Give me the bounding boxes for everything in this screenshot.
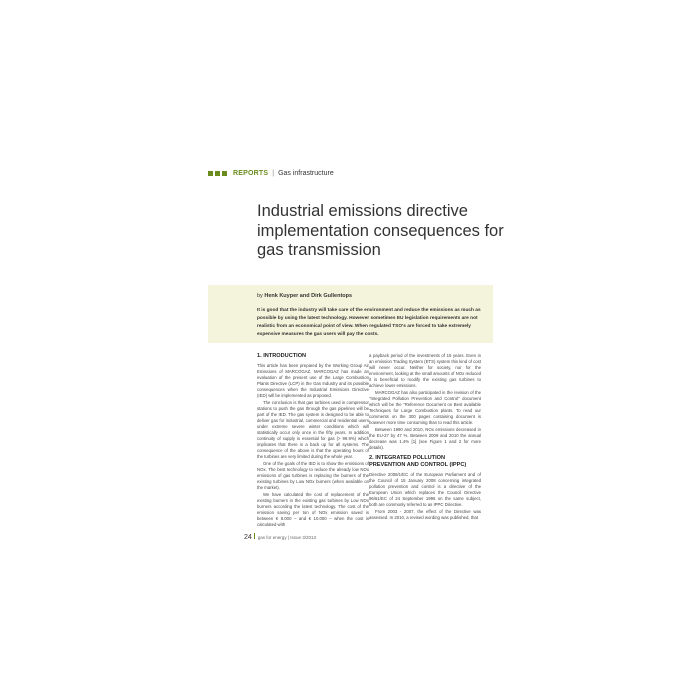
paragraph: Directive 2008/1/EC of the European Parliament and of the Council of 15 January 2008 concerning integrated pollution prevention and control is a directive of the European Union which replaces the Council Directive 96/61/EC of 24 September 1996 on the same subject, both are commonly referred to as IPPC Directive. — [369, 472, 481, 507]
abstract: It is good that the industry will take care of the environment and reduce the emissions as much as possible by using the latest technology. However sometimes EU legislation requirements are not realistic from an economical point of view. When regulated TSO's are forced to take extremely expensive measures the gas users will pay the costs. — [257, 308, 481, 337]
page-footer — [244, 533, 316, 541]
paragraph: One of the goals of the IED is to show the emissions of NOx. The best technology to reduce the already low NOx emissions of gas turbines is replacing the burners of the existing turbines by Low NOx burners (when available on the market). — [257, 461, 369, 490]
section-marker-icon — [208, 171, 227, 176]
paragraph: This article has been prepared by the Working Group Air Emissions of MARCOGAZ. MARCOGAZ has made an evaluation of the present use of the Large Combustion Plants Directive (LCP) in the Gas Industry and its possible consequences when the Industrial Emissions Directive (IED) will be implemented as proposed. — [257, 363, 369, 398]
paragraph: The conclusion is that gas turbines used in compressor stations to push the gas through the gas pipelines will be part of the IED. The gas system is designed to be able to deliver gas for industrial, commercial and residential users under extreme severe winter conditions which will statistically occur only once in the fifty years. In addition continuity of supply is essential for gas (> 99.9%) which implicates that there is a back up for all systems. The consequence of the above is that the operating hours of the turbines are very limited during the whole year. — [257, 400, 369, 459]
header-separator: | — [272, 170, 275, 177]
byline — [257, 293, 352, 299]
paragraph: We have calculated the cost of replacement of the existing burners in the existing gas turbines by Low NOx burners according the latest technology. The cost of the emission saving per ton of NOx emission saved is between € 8.000 – and € 10.000 – when the cost is calculated with — [257, 492, 369, 527]
journal-name: gas for energy | Issue 3/2013 — [257, 535, 317, 540]
subsection-label: Gas infrastructure — [278, 170, 334, 177]
right-column — [369, 353, 481, 522]
section-heading-introduction: 1. INTRODUCTION — [257, 353, 307, 359]
page-number: 24 — [244, 534, 252, 541]
section-header — [208, 170, 334, 177]
paragraph: Between 1990 and 2010, NOx emissions decreased in the EU-27 by 47 %. Between 2009 and 2010 the annual decrease was 1.4% [1] (see Figure 1 and 2 for more details). — [369, 427, 481, 450]
section-heading-ippc: 2. INTEGRATED POLLUTION PREVENTION AND CONTROL (IPPC) — [369, 455, 467, 468]
paragraph: MARCOGAZ has also participated in the revision of the "Integrated Pollution Prevention and Control" document which will be the "Reference Document on Best available Techniques for Large Combustion plants. To read our comments on the 300 pages containing document is however more time consuming than to read this article. — [369, 390, 481, 425]
paragraph: From 2003 - 2007, the effect of the Directive was assessed. In 2010, a revised wording was published, that — [369, 509, 481, 520]
section-label: REPORTS — [233, 170, 269, 177]
authors: Henk Kuyper and Dirk Gullentops — [264, 293, 353, 299]
footer-divider — [254, 533, 255, 539]
byline-prefix: by — [257, 293, 263, 299]
paragraph: a payback period of the investments of 15 years. Even in an emission Trading System (ETS) system this kind of cost will never occur. Neither for society, nor for the environment, looking at the small amounts of NOx reduced it is beneficial to modify the existing gas turbines to achieve lower emissions. — [369, 353, 481, 388]
article-title: Industrial emissions directive implementation consequences for gas transmission — [257, 202, 504, 259]
left-column — [257, 353, 369, 529]
